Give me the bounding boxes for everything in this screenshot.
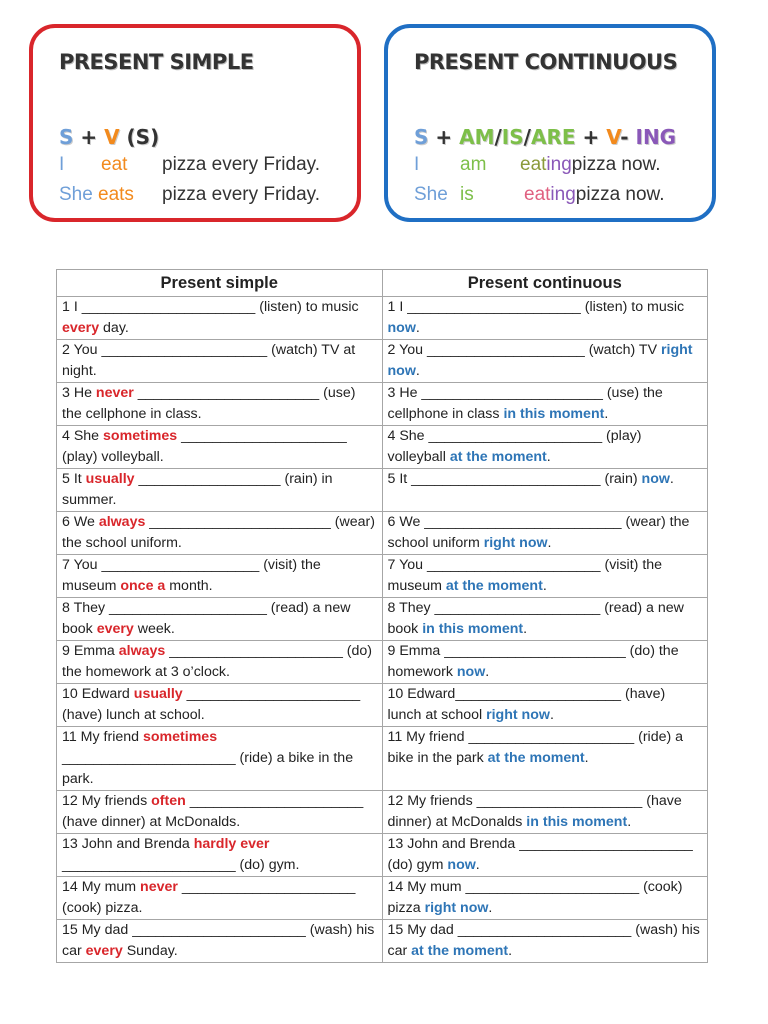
time-expression: in this moment	[503, 406, 605, 422]
exercise-text: 4 She ______________________ (play) volleyball	[387, 428, 642, 465]
exercise-text: 1 I ______________________ (listen) to music	[387, 299, 685, 315]
exercise-text: 13 John and Brenda ______________________ (do) gym	[387, 836, 693, 873]
table-row	[57, 297, 708, 340]
frequency-adverb: every	[62, 320, 100, 336]
exercise-text: .	[547, 535, 552, 551]
exercise-text: .	[542, 578, 547, 594]
exercise-text: .	[488, 900, 493, 916]
exercise-text: .	[415, 363, 420, 379]
exercise-text: 10 Edward	[62, 686, 134, 702]
present-simple-exercise	[57, 297, 383, 340]
exercise-text: 14 My mum ______________________ (cook) pizza	[387, 879, 683, 916]
present-continuous-exercise	[382, 469, 708, 512]
frequency-adverb: once a	[120, 578, 166, 594]
frequency-adverb: usually	[133, 686, 183, 702]
table-row	[57, 426, 708, 469]
exercise-text: 9 Emma _______________________ (do) the homework	[387, 643, 679, 680]
present-simple-exercise	[57, 469, 383, 512]
present-continuous-example-2: She is eatingpizza now.	[414, 184, 665, 205]
table-row	[57, 598, 708, 641]
exercise-text: ______________________ (do) gym.	[62, 857, 300, 873]
present-continuous-exercise	[382, 877, 708, 920]
exercise-text: 4 She	[62, 428, 104, 444]
present-simple-exercise	[57, 920, 383, 963]
exercise-text: ______________________ (ride) a bike in the park.	[62, 750, 354, 787]
frequency-adverb: every	[96, 621, 134, 637]
present-simple-exercise	[57, 340, 383, 383]
present-simple-exercise	[57, 834, 383, 877]
exercise-text: Sunday.	[122, 943, 178, 959]
exercise-text: 3 He _______________________ (use) the cellphone in class	[387, 385, 663, 422]
time-expression: at the moment	[445, 578, 543, 594]
present-continuous-exercise	[382, 555, 708, 598]
present-continuous-exercise	[382, 512, 708, 555]
present-continuous-exercise	[382, 834, 708, 877]
present-continuous-exercise	[382, 340, 708, 383]
frequency-adverb: never	[140, 879, 178, 895]
exercise-text: _______________________ (wear) the school uniform.	[62, 514, 375, 551]
exercise-text: 15 My dad ______________________ (wash) his car	[387, 922, 700, 959]
present-simple-exercise	[57, 426, 383, 469]
exercise-text: .	[523, 621, 528, 637]
present-simple-example-2: She eats pizza every Friday.	[59, 184, 321, 205]
table-row	[57, 684, 708, 727]
exercise-text: .	[604, 406, 609, 422]
present-continuous-exercise	[382, 297, 708, 340]
exercise-text: 11 My friend	[62, 729, 143, 745]
exercise-text: ______________________ (cook) pizza.	[62, 879, 356, 916]
present-continuous-title: PRESENT CONTINUOUS	[414, 50, 678, 74]
table-row	[57, 512, 708, 555]
table-row	[57, 340, 708, 383]
exercise-text: week.	[133, 621, 175, 637]
exercise-text: 10 Edward_____________________ (have) lunch at school	[387, 686, 666, 723]
present-simple-exercise	[57, 512, 383, 555]
exercise-text: 5 It	[62, 471, 86, 487]
time-expression: now	[641, 471, 670, 487]
table-row	[57, 920, 708, 963]
exercise-text: 14 My mum	[62, 879, 141, 895]
frequency-adverb: sometimes	[142, 729, 218, 745]
present-continuous-example-1: I am eatingpizza now.	[414, 154, 661, 175]
exercise-text: 12 My friends	[62, 793, 152, 809]
time-expression: at the moment	[449, 449, 547, 465]
exercise-text: .	[549, 707, 554, 723]
present-continuous-exercise	[382, 383, 708, 426]
present-continuous-card	[384, 24, 716, 222]
exercise-text: .	[546, 449, 551, 465]
present-continuous-exercise	[382, 791, 708, 834]
present-continuous-exercise	[382, 598, 708, 641]
table-row	[57, 383, 708, 426]
present-simple-formula: S + V (S)	[59, 125, 160, 149]
present-simple-exercise	[57, 727, 383, 791]
exercise-text: month.	[165, 578, 213, 594]
present-simple-exercise	[57, 641, 383, 684]
frequency-adverb: always	[98, 514, 146, 530]
time-expression: in this moment	[422, 621, 524, 637]
present-simple-exercise	[57, 383, 383, 426]
time-expression: right now	[387, 342, 693, 379]
exercise-text: ______________________ (have) lunch at school.	[62, 686, 361, 723]
present-simple-exercise	[57, 598, 383, 641]
exercise-text: 9 Emma	[62, 643, 119, 659]
exercise-text: _____________________ (play) volleyball.	[62, 428, 347, 465]
frequency-adverb: every	[85, 943, 123, 959]
exercise-text: 8 They ____________________ (read) a new book	[62, 600, 351, 637]
exercise-text: 7 You ____________________ (visit) the museum	[62, 557, 321, 594]
present-simple-exercise	[57, 791, 383, 834]
exercise-table	[56, 269, 708, 963]
time-expression: now	[387, 320, 416, 336]
time-expression: right now	[483, 535, 548, 551]
exercise-text: 8 They _____________________ (read) a new book	[387, 600, 684, 637]
frequency-adverb: often	[151, 793, 186, 809]
present-continuous-exercise	[382, 727, 708, 791]
exercise-text: 13 John and Brenda	[62, 836, 194, 852]
exercise-rows	[57, 297, 708, 963]
header-present-continuous: Present continuous	[382, 270, 708, 297]
exercise-text: 11 My friend _____________________ (ride) a bike in the park	[387, 729, 684, 766]
time-expression: right now	[486, 707, 550, 723]
exercise-text: 1 I ______________________ (listen) to music	[62, 299, 359, 315]
exercise-text: 2 You ____________________ (watch) TV	[387, 342, 661, 358]
exercise-text: .	[485, 664, 490, 680]
exercise-text: 5 It ________________________ (rain)	[387, 471, 642, 487]
table-row	[57, 469, 708, 512]
exercise-text: 6 We _________________________ (wear) the school uniform	[387, 514, 690, 551]
table-row	[57, 641, 708, 684]
present-continuous-exercise	[382, 684, 708, 727]
frequency-adverb: hardly ever	[193, 836, 270, 852]
present-simple-title: PRESENT SIMPLE	[59, 50, 254, 74]
present-simple-example-1: I eat pizza every Friday.	[59, 154, 321, 175]
frequency-adverb: sometimes	[103, 428, 178, 444]
present-simple-exercise	[57, 877, 383, 920]
time-expression: now	[447, 857, 476, 873]
exercise-text: 3 He	[62, 385, 96, 401]
time-expression: right now	[424, 900, 489, 916]
exercise-text: .	[475, 857, 480, 873]
table-row	[57, 834, 708, 877]
present-continuous-exercise	[382, 426, 708, 469]
exercise-text: .	[669, 471, 674, 487]
present-simple-card	[29, 24, 361, 222]
exercise-text: 6 We	[62, 514, 99, 530]
frequency-adverb: never	[95, 385, 134, 401]
header-present-simple: Present simple	[57, 270, 383, 297]
time-expression: now	[456, 664, 486, 680]
time-expression: at the moment	[411, 943, 509, 959]
time-expression: at the moment	[487, 750, 585, 766]
exercise-text: _______________________ (use) the cellphone in class.	[62, 385, 356, 422]
exercise-text: .	[627, 814, 632, 830]
exercise-text: .	[508, 943, 513, 959]
table-header-row	[57, 270, 708, 297]
present-continuous-exercise	[382, 641, 708, 684]
time-expression: in this moment	[526, 814, 628, 830]
exercise-text: day.	[99, 320, 129, 336]
table-row	[57, 791, 708, 834]
exercise-text: ______________________ (do) the homework at 3 o’clock.	[62, 643, 373, 680]
table-row	[57, 877, 708, 920]
exercise-text: 7 You ______________________ (visit) the museum	[387, 557, 663, 594]
table-row	[57, 727, 708, 791]
frequency-adverb: always	[118, 643, 166, 659]
present-simple-exercise	[57, 684, 383, 727]
table-row	[57, 555, 708, 598]
exercise-text: 15 My dad ______________________ (wash) his car	[62, 922, 375, 959]
present-simple-exercise	[57, 555, 383, 598]
present-continuous-exercise	[382, 920, 708, 963]
exercise-text: 2 You _____________________ (watch) TV at night.	[62, 342, 356, 379]
exercise-text: .	[584, 750, 589, 766]
exercise-text: 12 My friends _____________________ (have dinner) at McDonalds	[387, 793, 682, 830]
frequency-adverb: usually	[85, 471, 135, 487]
exercise-text: __________________ (rain) in summer.	[62, 471, 333, 508]
exercise-text: ______________________ (have dinner) at McDonalds.	[62, 793, 364, 830]
present-continuous-formula: S + AM/IS/ARE + V- ING	[414, 125, 677, 149]
exercise-text: .	[415, 320, 420, 336]
